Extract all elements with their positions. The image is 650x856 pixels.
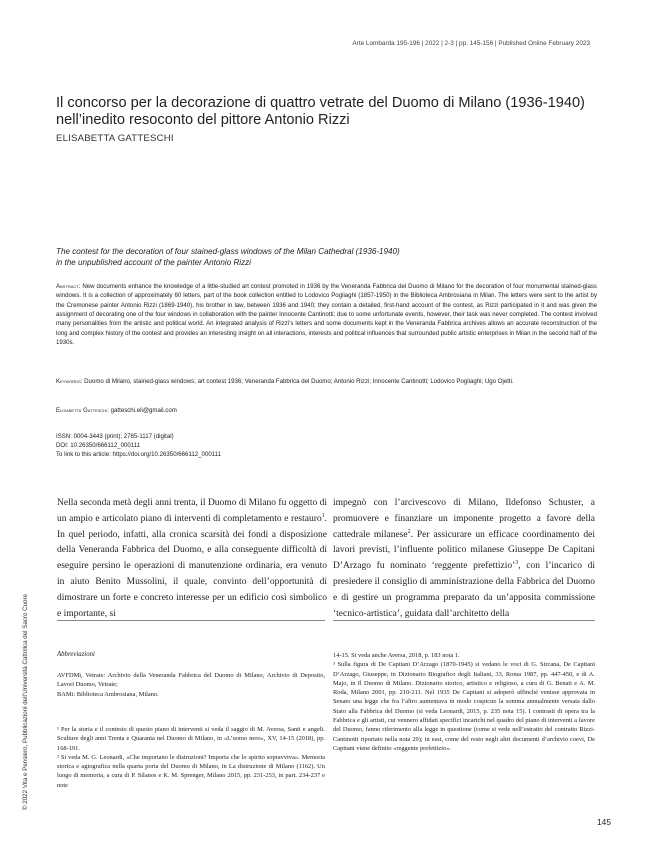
body-column-right <box>333 496 595 622</box>
journal-header: Arte Lombarda 195-196 | 2022 | 2-3 | pp. 145-156 | Published Online February 2023 <box>352 40 590 47</box>
footnote-3: ³ Sulla figura di De Capitani D’Arzago (1870-1945) si vedano le voci di G. Sircana, De Capitani D’Arzago, Giuseppe, in Dizionario Biografico degli Italiani, 33, Roma 1987, pp. 447-450, e di A. Majo, in Il Duomo di Milano. Dizionario storico, artistico e religioso, a cura di G. Benati e A. M. Roda, Milano 2001, pp. 210-211. Nel 1935 De Capitani si adoperò affinché venisse approvata in Senato una legge che fra l’altro aumentava in modo cospicuo la somma annualmente versata dallo Stato alla Fabbrica del Duomo (si veda Leonardi, 2015, p. 235 nota 15). I contrasti di opera tra la Fabbrica e gli artisti, cui vennero affidati specifici incarichi nel quadro del piano di interventi a favore del Duomo, fanno riferimento alla legge in questione (come si vede nell’estratto del contratto Rizzi-Cantinotti riportato nella nota 29); in essi, come del resto negli altri documenti d’archivio coevi, De Capitani viene definito «reggente prefettizio». <box>333 661 595 752</box>
article-identifiers <box>56 432 221 460</box>
footnotes-right <box>333 651 595 753</box>
footnote-ref-2[interactable]: 2 <box>407 528 411 535</box>
footnote-divider-left <box>57 620 325 621</box>
article-title-line-1: Il concorso per la decorazione di quattro vetrate del Duomo di Milano (1936-1940) <box>56 95 585 111</box>
footnote-ref-3[interactable]: 3 <box>515 560 519 567</box>
body-text: . Per assicurare un efficace coordinamento dei lavori previsti, l’influente politico milanese Giuseppe De Capitani D’Arzago fu nominato ‘reggente prefettizio’ <box>333 529 595 572</box>
footnote-ref-1[interactable]: 1 <box>321 512 325 519</box>
abbreviation-item: BAMi: Biblioteca Ambrosiana, Milano. <box>57 690 159 698</box>
abstract <box>56 282 597 347</box>
article-link[interactable]: To link to this article: https://doi.org/10.26350/666112_000111 <box>56 451 221 459</box>
abstract-text: New documents enhance the knowledge of a little-studied art contest promoted in 1936 by the Veneranda Fabbrica del Duomo di Milano for the decoration of four monumental stained-glass windows. It is a collection of approximately 60 letters, part of the book collection entitled to Lodovico Pogliaghi (1857-1950) in the Biblioteca Ambrosiana in Milan. The letters were sent to the artist by the Cremonese painter Antonio Rizzi (1869-1940), his brother in law, between 1936 and 1940; they contain a detailed, first-hand account of the contest, as Rizzi participated in it and was given the assignment of decorating one of the four windows in collaboration with the painter Innocente Cantinotti; due to some unfortunate events, however, their task was never completed. The contest involved many personalities from the artistic and political world. An integrated analysis of Rizzi’s letters and some documents kept in the Veneranda Fabbrica archives allows an accurate reconstruction of the long and complex history of the contest and provides an interesting insight on all interactions, interests and political influences that surrounded public artistic enterprises in Milan in the second half of the 1930s. <box>56 283 597 347</box>
english-title-line-1: The contest for the decoration of four stained-glass windows of the Milan Cathedral (1936-1940) <box>56 247 400 256</box>
body-text: . In quel periodo, infatti, alla cronica scarsità dei fondi a disposizione della Veneranda Fabbrica del Duomo, e alla conseguente difficoltà di eseguire persino le operazioni di manutenzione ordinaria, era venuto in aiuto Benito Mussolini, il quale, convinto dell’opportunità di dimostrare un forte e concreto interesse per un edificio così simbolico e importante, si <box>57 513 327 619</box>
keywords-label: Keywords: <box>56 378 83 385</box>
author-contact <box>56 407 177 414</box>
contact-name: Elisabetta Gatteschi: <box>56 407 109 414</box>
body-text: , con l’incarico di presiedere il consiglio di amministrazione della Fabbrica del Duomo e di gestire un programma preparato da un’apposita commissione ‘tecnico-artistica’, guidata dall’architetto della <box>333 561 595 619</box>
doi: DOI: 10.26350/666112_000111 <box>56 442 141 450</box>
english-title-line-2: in the unpublished account of the painter Antonio Rizzi <box>56 257 251 267</box>
page-number: 145 <box>597 817 611 827</box>
author-name: ELISABETTA GATTESCHI <box>56 133 174 144</box>
footnote-2: ² Si veda M. G. Leonardi, «Che importano le distruzioni? Importa che lo spirito sopravviva». Memoria storica e agiografica nella quarta porta del Duomo di Milano, in La distruzione di Milano (1162). Un luogo di memoria, a cura di P. Silanos e K. M. Sprenger, Milano 2015, pp. 231-253, in part. 234-237 e note <box>57 753 325 789</box>
keywords <box>56 377 597 386</box>
abbreviations-heading: Abbreviazioni <box>57 651 95 658</box>
keywords-text: Duomo di Milano, stained-glass windows; art contest 1936; Veneranda Fabbrica del Duomo; Antonio Rizzi; Innocente Cantinotti; Lodovico Pogliaghi; Ugo Ojetti. <box>84 378 514 385</box>
body-column-left <box>57 496 327 622</box>
abbreviation-item: AVFDMi, Vetrate: Archivio della Veneranda Fabbrica del Duomo di Milano, Archivio di Deposito, Lavori Duomo, Vetrate; <box>57 672 325 689</box>
body-text: impegnò con l’arcivescovo di Milano, Ildefonso Schuster, a promuovere e finanziare un imponente progetto a favore della cattedrale milanese <box>333 498 595 540</box>
article-title <box>56 95 596 129</box>
footnotes-left <box>57 725 325 790</box>
english-title <box>56 247 596 268</box>
abstract-label: Abstract: <box>56 283 81 290</box>
side-copyright: © 2022 Vita e Pensiero, Pubblicazioni dell’Università Cattolica del Sacro Cuore <box>22 594 29 810</box>
footnote-1: ¹ Per la storia e il contesto di questo piano di interventi si veda il saggio di M. Aversa, Santi e angeli. Sculture degli anni Trenta e Quaranta nel Duomo di Milano, in «L’uomo nero», XV, 14-15 (2018), pp. 168-191. <box>57 726 325 752</box>
contact-email[interactable]: gatteschi.eli@gmail.com <box>110 407 177 414</box>
issn: ISSN: 0004-3443 (print); 2785-1117 (digital) <box>56 433 174 440</box>
footnote-divider-right <box>333 620 595 621</box>
abbreviations-list <box>57 671 325 699</box>
footnote-2-continued: 14-15. Si veda anche Aversa, 2018, p. 183 nota 1. <box>333 652 460 659</box>
body-text: Nella seconda metà degli anni trenta, il Duomo di Milano fu oggetto di un ampio e articolato piano di interventi di completamento e restauro <box>57 498 327 524</box>
article-title-line-2: nell’inedito resoconto del pittore Antonio Rizzi <box>56 112 350 128</box>
